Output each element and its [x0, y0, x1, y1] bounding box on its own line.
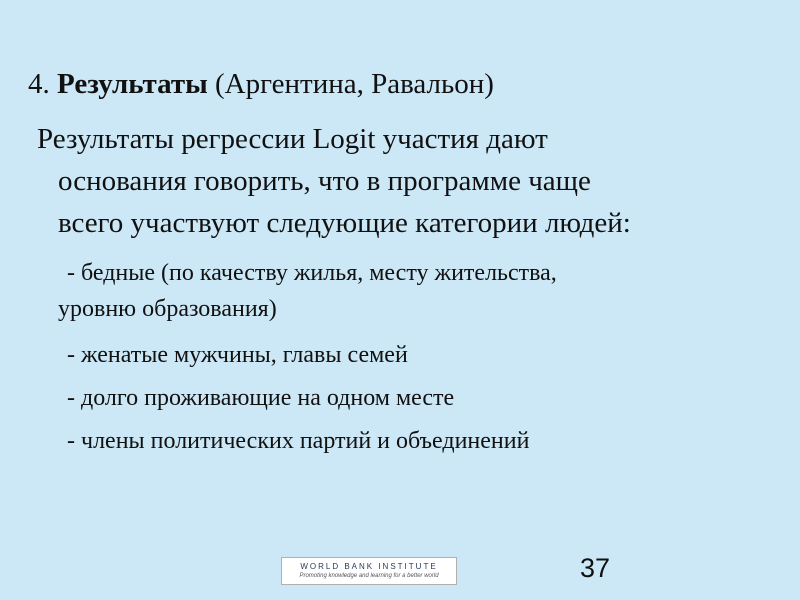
world-bank-institute-logo [281, 557, 457, 585]
bullet-item: - женатые мужчины, главы семей [67, 342, 408, 368]
page-number: 37 [580, 553, 611, 583]
title-subtitle: (Аргентина, Равальон) [215, 68, 494, 100]
intro-paragraph [37, 118, 777, 244]
logo-tagline: Promoting knowledge and learning for a better world [299, 573, 439, 579]
bullet-item: - члены политических партий и объединений [67, 428, 530, 454]
intro-line: Результаты регрессии Logit участия дают [37, 123, 548, 155]
title-number: 4. [28, 68, 50, 100]
bullet-item-continuation: уровню образования) [58, 296, 277, 322]
intro-line: основания говорить, что в программе чаще [58, 165, 591, 197]
slide-title [28, 66, 494, 102]
title-bold-text: Результаты [57, 68, 208, 100]
intro-line: всего участвуют следующие категории людей: [58, 207, 631, 239]
bullet-item: - долго проживающие на одном месте [67, 385, 455, 411]
bullet-item: - бедные (по качеству жилья, месту жительства, [67, 260, 557, 286]
logo-name: WORLD BANK INSTITUTE [300, 562, 438, 571]
